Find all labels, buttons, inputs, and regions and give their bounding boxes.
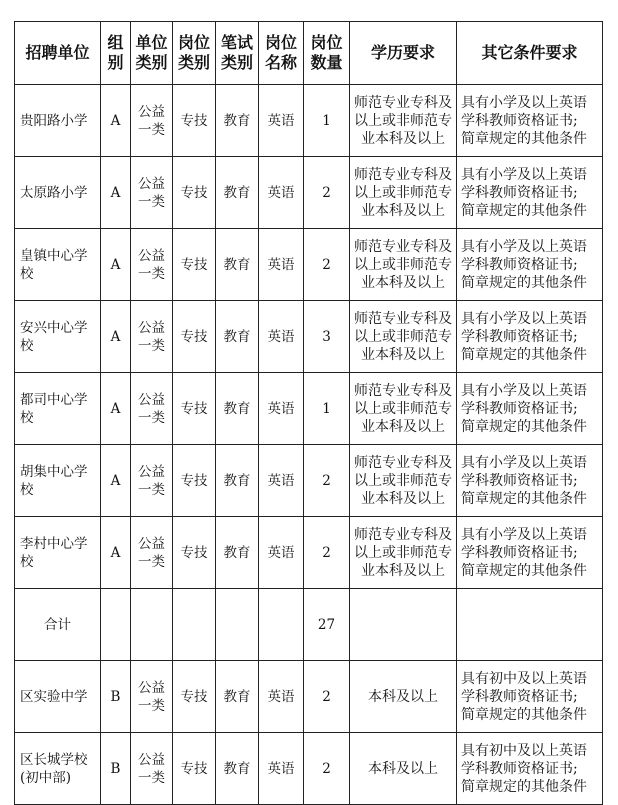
- cell-unit-type: 公益 一类: [131, 373, 173, 445]
- cell-group: A: [101, 301, 131, 373]
- cell-other: 具有小学及以上英语 学科教师资格证书; 简章规定的其他条件: [457, 157, 603, 229]
- header-row: [15, 22, 603, 85]
- cell-post-name: 英语: [259, 445, 304, 517]
- cell-group: A: [101, 373, 131, 445]
- cell-exam-type: 教育: [216, 517, 259, 589]
- cell-unit-type: 公益 一类: [131, 85, 173, 157]
- cell-education: 师范专业专科及 以上或非师范专 业本科及以上: [350, 85, 457, 157]
- cell-other: 具有初中及以上英语 学科教师资格证书; 简章规定的其他条件: [457, 661, 603, 733]
- cell-unit: 区实验中学: [15, 661, 101, 733]
- empty-cell: [457, 589, 603, 661]
- cell-post-name: 英语: [259, 373, 304, 445]
- table-row: [15, 733, 603, 805]
- table-row: [15, 301, 603, 373]
- cell-education: 师范专业专科及 以上或非师范专 业本科及以上: [350, 445, 457, 517]
- table-row: [15, 661, 603, 733]
- header-post-type: 岗位 类别: [173, 22, 216, 85]
- table-row: [15, 157, 603, 229]
- cell-count: 2: [304, 661, 350, 733]
- cell-other: 具有小学及以上英语 学科教师资格证书; 简章规定的其他条件: [457, 85, 603, 157]
- cell-post-name: 英语: [259, 301, 304, 373]
- cell-count: 2: [304, 229, 350, 301]
- cell-education: 师范专业专科及 以上或非师范专 业本科及以上: [350, 301, 457, 373]
- cell-other: 具有初中及以上英语 学科教师资格证书; 简章规定的其他条件: [457, 733, 603, 805]
- cell-post-type: 专技: [173, 301, 216, 373]
- cell-unit: 都司中心学 校: [15, 373, 101, 445]
- header-post-count: 岗位 数量: [304, 22, 350, 85]
- recruitment-table: [14, 21, 603, 805]
- cell-post-name: 英语: [259, 733, 304, 805]
- cell-unit: 李村中心学 校: [15, 517, 101, 589]
- cell-post-name: 英语: [259, 661, 304, 733]
- cell-unit-type: 公益 一类: [131, 517, 173, 589]
- cell-group: B: [101, 661, 131, 733]
- table-row: [15, 85, 603, 157]
- cell-unit-type: 公益 一类: [131, 157, 173, 229]
- cell-unit-type: 公益 一类: [131, 445, 173, 517]
- table-row: [15, 445, 603, 517]
- empty-cell: [350, 589, 457, 661]
- cell-group: A: [101, 85, 131, 157]
- total-label: 合计: [15, 589, 101, 661]
- cell-group: A: [101, 517, 131, 589]
- cell-unit: 区长城学校 (初中部): [15, 733, 101, 805]
- cell-education: 师范专业专科及 以上或非师范专 业本科及以上: [350, 157, 457, 229]
- cell-post-type: 专技: [173, 85, 216, 157]
- cell-unit: 太原路小学: [15, 157, 101, 229]
- header-education: 学历要求: [350, 22, 457, 85]
- empty-cell: [173, 589, 216, 661]
- total-count: 27: [304, 589, 350, 661]
- cell-unit: 贵阳路小学: [15, 85, 101, 157]
- cell-unit-type: 公益 一类: [131, 229, 173, 301]
- cell-count: 2: [304, 517, 350, 589]
- cell-count: 3: [304, 301, 350, 373]
- table-row: [15, 517, 603, 589]
- header-unit: 招聘单位: [15, 22, 101, 85]
- cell-other: 具有小学及以上英语 学科教师资格证书; 简章规定的其他条件: [457, 301, 603, 373]
- table-row: [15, 229, 603, 301]
- cell-count: 2: [304, 157, 350, 229]
- cell-post-type: 专技: [173, 517, 216, 589]
- cell-education: 本科及以上: [350, 661, 457, 733]
- cell-count: 1: [304, 373, 350, 445]
- cell-count: 2: [304, 733, 350, 805]
- cell-exam-type: 教育: [216, 301, 259, 373]
- cell-exam-type: 教育: [216, 373, 259, 445]
- cell-education: 师范专业专科及 以上或非师范专 业本科及以上: [350, 517, 457, 589]
- cell-post-name: 英语: [259, 85, 304, 157]
- cell-unit: 安兴中心学 校: [15, 301, 101, 373]
- header-unit-type: 单位 类别: [131, 22, 173, 85]
- cell-unit-type: 公益 一类: [131, 733, 173, 805]
- cell-education: 本科及以上: [350, 733, 457, 805]
- cell-education: 师范专业专科及 以上或非师范专 业本科及以上: [350, 229, 457, 301]
- empty-cell: [131, 589, 173, 661]
- cell-group: A: [101, 445, 131, 517]
- header-post-name: 岗位 名称: [259, 22, 304, 85]
- cell-other: 具有小学及以上英语 学科教师资格证书; 简章规定的其他条件: [457, 229, 603, 301]
- cell-group: A: [101, 229, 131, 301]
- cell-post-type: 专技: [173, 733, 216, 805]
- cell-post-name: 英语: [259, 157, 304, 229]
- cell-other: 具有小学及以上英语 学科教师资格证书; 简章规定的其他条件: [457, 445, 603, 517]
- empty-cell: [259, 589, 304, 661]
- header-exam-type: 笔试 类别: [216, 22, 259, 85]
- cell-post-type: 专技: [173, 229, 216, 301]
- cell-exam-type: 教育: [216, 661, 259, 733]
- cell-post-type: 专技: [173, 661, 216, 733]
- cell-post-name: 英语: [259, 229, 304, 301]
- empty-cell: [216, 589, 259, 661]
- cell-other: 具有小学及以上英语 学科教师资格证书; 简章规定的其他条件: [457, 517, 603, 589]
- cell-group: A: [101, 157, 131, 229]
- total-row: [15, 589, 603, 661]
- table-row: [15, 373, 603, 445]
- cell-unit-type: 公益 一类: [131, 661, 173, 733]
- cell-group: B: [101, 733, 131, 805]
- cell-education: 师范专业专科及 以上或非师范专 业本科及以上: [350, 373, 457, 445]
- cell-count: 1: [304, 85, 350, 157]
- cell-exam-type: 教育: [216, 229, 259, 301]
- header-other: 其它条件要求: [457, 22, 603, 85]
- cell-exam-type: 教育: [216, 85, 259, 157]
- cell-post-type: 专技: [173, 373, 216, 445]
- empty-cell: [101, 589, 131, 661]
- cell-other: 具有小学及以上英语 学科教师资格证书; 简章规定的其他条件: [457, 373, 603, 445]
- header-group: 组 别: [101, 22, 131, 85]
- cell-unit: 皇镇中心学 校: [15, 229, 101, 301]
- cell-exam-type: 教育: [216, 445, 259, 517]
- cell-unit: 胡集中心学 校: [15, 445, 101, 517]
- cell-post-name: 英语: [259, 517, 304, 589]
- cell-exam-type: 教育: [216, 157, 259, 229]
- cell-count: 2: [304, 445, 350, 517]
- cell-post-type: 专技: [173, 445, 216, 517]
- cell-unit-type: 公益 一类: [131, 301, 173, 373]
- cell-post-type: 专技: [173, 157, 216, 229]
- cell-exam-type: 教育: [216, 733, 259, 805]
